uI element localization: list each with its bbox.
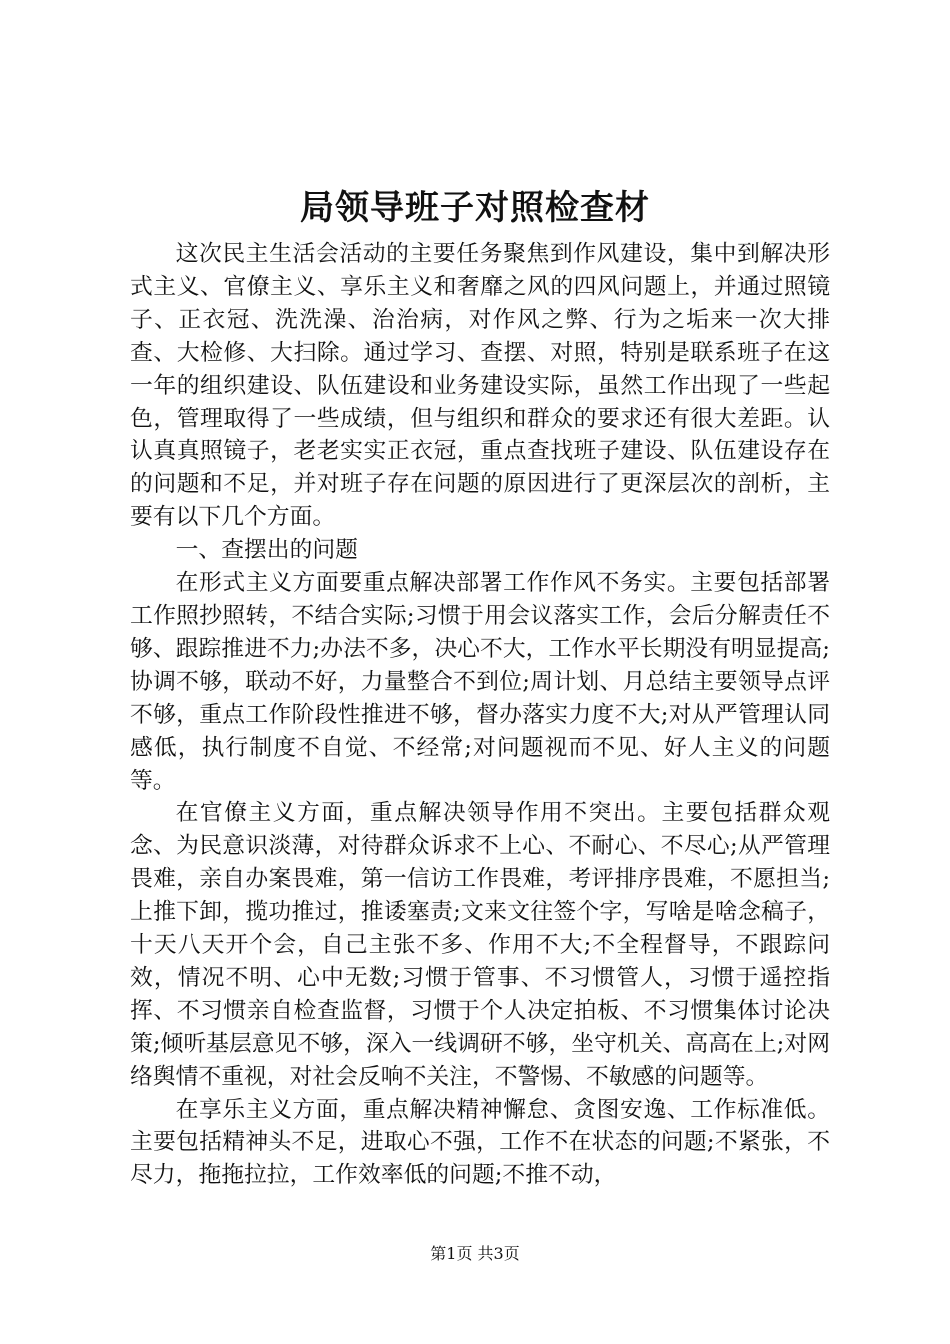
page-footer: 第1页 共3页 [430,1244,520,1263]
paragraph-bureaucratism: 在官僚主义方面，重点解决领导作用不突出。主要包括群众观念、为民意识淡薄，对待群众诉求不上心、不耐心、不尽心;从严管理畏难，亲自办案畏难，第一信访工作畏难，考评排序畏难，不愿担当;上推下卸，揽功推过，推诿塞责;文来文往签个字，写啥是啥念稿子，十天八天开个会，自己主张不多、作用不大;不全程督导，不跟踪问效，情况不明、心中无数;习惯于管事、不习惯管人，习惯于遥控指挥、不习惯亲自检查监督，习惯于个人决定拍板、不习惯集体讨论决策;倾听基层意见不够，深入一线调研不够，坐守机关、高高在上;对网络舆情不重视，对社会反响不关注，不警惕、不敏感的问题等。 [130,800,830,1090]
document-body [130,238,830,1192]
paragraph-formalism: 在形式主义方面要重点解决部署工作作风不务实。主要包括部署工作照抄照转，不结合实际;习惯于用会议落实工作，会后分解责任不够、跟踪推进不力;办法不多，决心不大，工作水平长期没有明显提高;协调不够，联动不好，力量整合不到位;周计划、月总结主要领导点评不够，重点工作阶段性推进不够，督办落实力度不大;对从严管理认同感低，执行制度不自觉、不经常;对问题视而不见、好人主义的问题等。 [130,570,830,794]
paragraph-hedonism: 在享乐主义方面，重点解决精神懈怠、贪图安逸、工作标准低。主要包括精神头不足，进取心不强，工作不在状态的问题;不紧张，不尽力，拖拖拉拉，工作效率低的问题;不推不动， [130,1096,830,1189]
paragraph-intro: 这次民主生活会活动的主要任务聚焦到作风建设，集中到解决形式主义、官僚主义、享乐主义和奢靡之风的四风问题上，并通过照镜子、正衣冠、洗洗澡、治治病，对作风之弊、行为之垢来一次大排查、大检修、大扫除。通过学习、查摆、对照，特别是联系班子在这一年的组织建设、队伍建设和业务建设实际，虽然工作出现了一些起色，管理取得了一些成绩，但与组织和群众的要求还有很大差距。认认真真照镜子，老老实实正衣冠，重点查找班子建设、队伍建设存在的问题和不足，并对班子存在问题的原因进行了更深层次的剖析，主要有以下几个方面。 [130,241,830,531]
section-heading: 一、查摆出的问题 [175,537,358,564]
document-title: 局领导班子对照检查材 [300,188,650,228]
